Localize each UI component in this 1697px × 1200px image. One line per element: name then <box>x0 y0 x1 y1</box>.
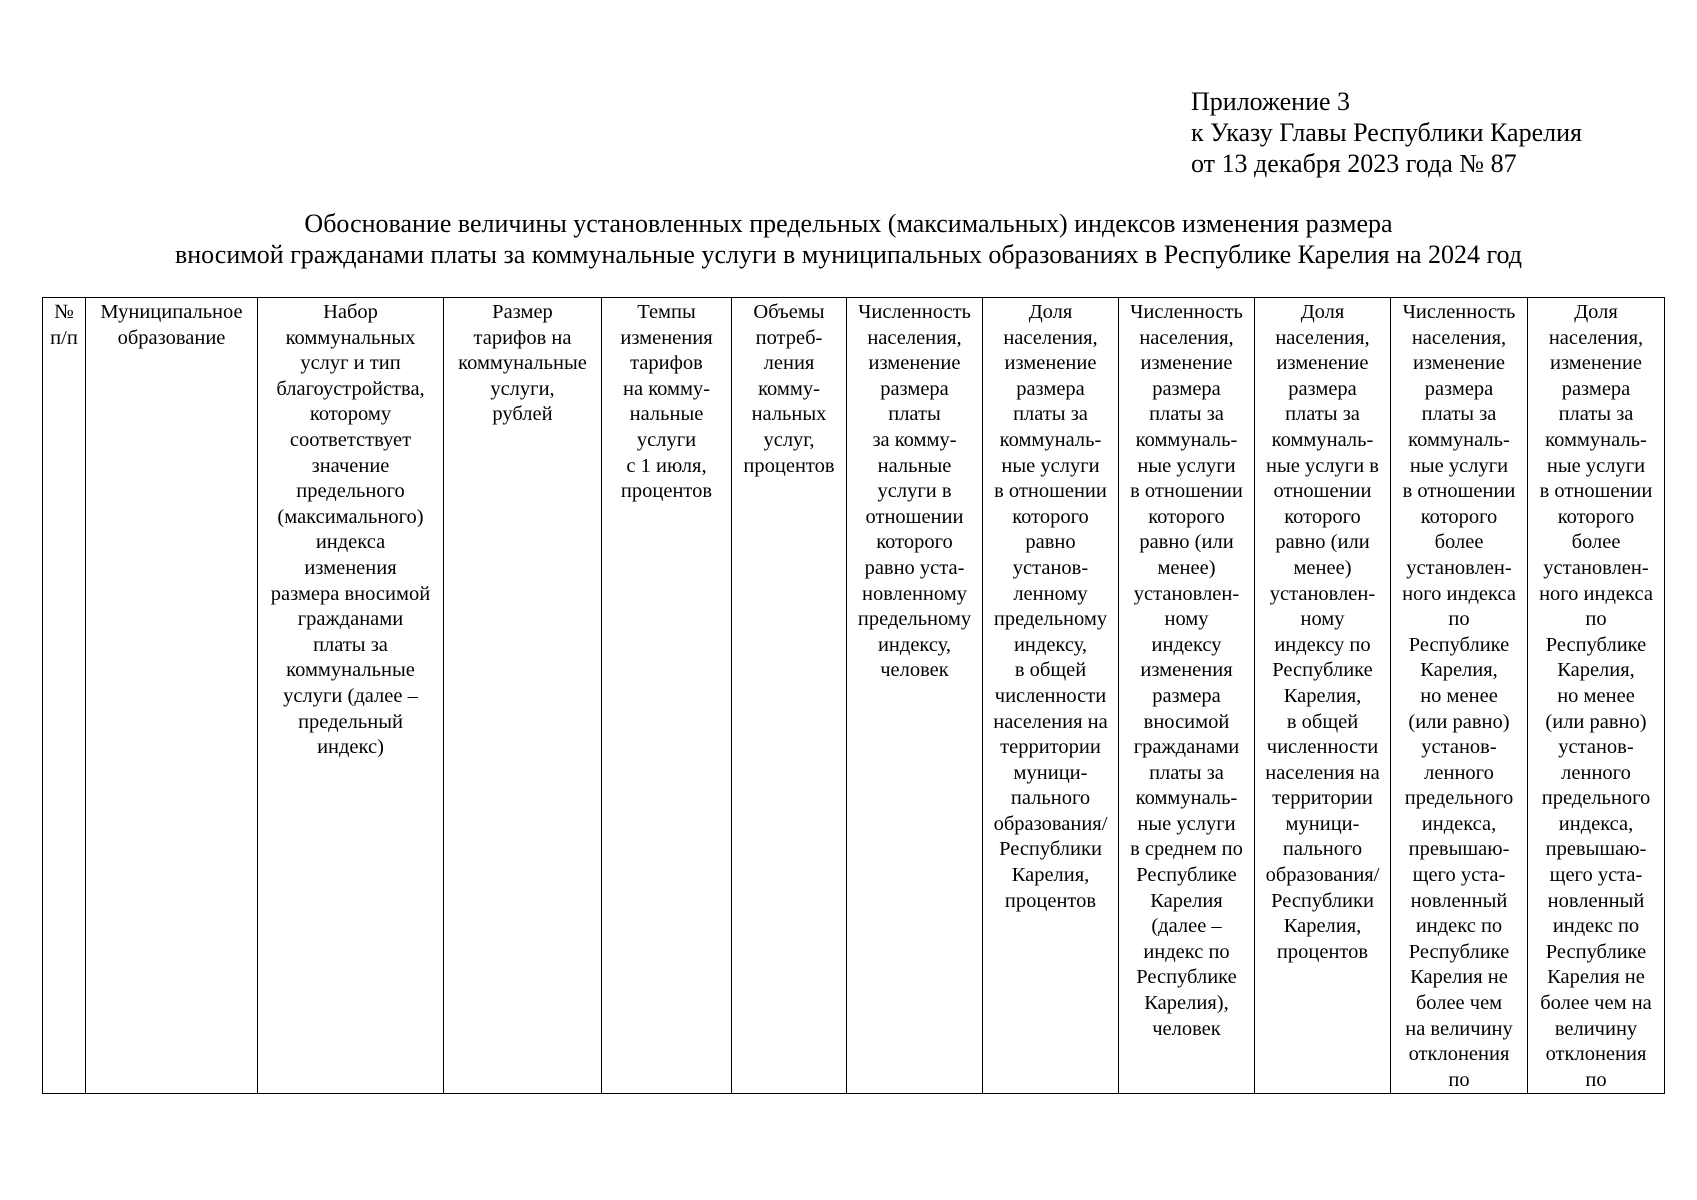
header-tariff-size: Размер тарифов на коммунальные услуги, рублей <box>444 298 602 1094</box>
header-consumption-volume: Объемы потреб- ления комму- нальных услуг, процентов <box>732 298 847 1094</box>
header-population-at-republic-index: Численность населения, изменение размера платы за коммуналь- ные услуги в отношении которого равно (или менее) установлен- ному индексу изменения размера вносимой гражданами платы за коммуналь- ные услуги в среднем по Республике Карелия (далее – индекс по Республике Карелия), человек <box>1119 298 1255 1094</box>
document-title <box>0 208 1697 270</box>
header-services-set: Набор коммунальных услуг и тип благоустройства, которому соответствует значение предельного (максимального) индекса изменения размера вносимой гражданами платы за коммунальные услуги (далее – предельный индекс) <box>258 298 444 1094</box>
justification-table <box>42 297 1665 1094</box>
appendix-date: от 13 декабря 2023 года № 87 <box>1191 149 1517 178</box>
header-share-at-limit: Доля населения, изменение размера платы за коммуналь- ные услуги в отношении которого равно установ- ленному предельному индексу, в общей численности населения на территории муници- пального образования/ Республики Карелия, процентов <box>983 298 1119 1094</box>
header-row-number: № п/п <box>43 298 86 1094</box>
header-municipality: Муниципальное образование <box>86 298 258 1094</box>
document-title-line-1: Обоснование величины установленных предельных (максимальных) индексов изменения размера <box>304 209 1393 238</box>
header-population-above-republic-index: Численность населения, изменение размера платы за коммуналь- ные услуги в отношении которого более установлен- ного индекса по Республике Карелия, но менее (или равно) установ- ленного предельного индекса, превышаю- щего уста- новленный индекс по Республике Карелия не более чем на величину отклонения по <box>1391 298 1528 1094</box>
appendix-block <box>1191 86 1582 179</box>
header-tariff-change-rate: Темпы изменения тарифов на комму- нальные услуги с 1 июля, процентов <box>602 298 732 1094</box>
header-share-above-republic-index: Доля населения, изменение размера платы за коммуналь- ные услуги в отношении которого более установлен- ного индекса по Республике Карелия, но менее (или равно) установ- ленного предельного индекса, превышаю- щего уста- новленный индекс по Республике Карелия не более чем на величину отклонения по <box>1528 298 1665 1094</box>
header-population-at-limit: Численность населения, изменение размера платы за комму- нальные услуги в отношении которого равно уста- новленному предельному индексу, человек <box>847 298 983 1094</box>
appendix-number: Приложение 3 <box>1191 87 1351 116</box>
table-header-row <box>43 298 1665 1094</box>
appendix-decree-ref: к Указу Главы Республики Карелия <box>1191 118 1582 147</box>
document-title-line-2: вносимой гражданами платы за коммунальные услуги в муниципальных образованиях в Республике Карелия на 2024 год <box>174 240 1523 269</box>
header-share-at-republic-index: Доля населения, изменение размера платы за коммуналь- ные услуги в отношении которого равно (или менее) установлен- ному индексу по Республике Карелия, в общей численности населения на территории муници- пального образования/ Республики Карелия, процентов <box>1255 298 1391 1094</box>
